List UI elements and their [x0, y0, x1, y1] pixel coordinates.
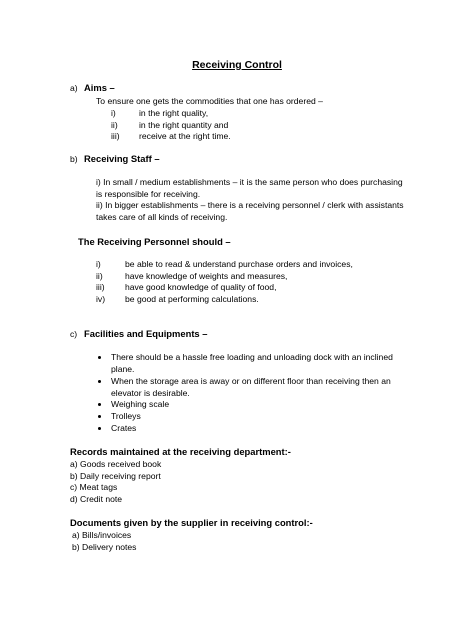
aims-item-text: in the right quantity and [139, 120, 229, 130]
aims-item-number: iii) [111, 131, 120, 141]
bullet-dot [98, 356, 101, 359]
receiving-staff-paragraph-1-line-2: is responsible for receiving. [96, 189, 201, 199]
documents-heading: Documents given by the supplier in receiving control:- [70, 517, 313, 528]
personnel-item-text: be good at performing calculations. [125, 294, 259, 304]
facility-bullet-line-2: elevator is desirable. [111, 388, 190, 398]
records-item: d) Credit note [70, 494, 123, 504]
section-a-intro: To ensure one gets the commodities that one has ordered – [96, 96, 323, 106]
personnel-item-number: i) [96, 259, 101, 269]
facility-bullet-line-1: Crates [111, 423, 137, 433]
section-b-marker: b) [70, 154, 78, 164]
receiving-staff-paragraph-2-line-2: takes care of all kinds of receiving. [96, 212, 228, 222]
page-title: Receiving Control [192, 59, 282, 71]
personnel-item-number: iii) [96, 282, 105, 292]
aims-item-number: i) [111, 108, 116, 118]
facility-bullet-line-1: When the storage area is away or on different floor than receiving then an [111, 376, 391, 386]
aims-item-number: ii) [111, 120, 118, 130]
documents-item: b) Delivery notes [72, 542, 137, 552]
bullet-dot [98, 380, 101, 383]
personnel-item-number: ii) [96, 271, 103, 281]
bullet-dot [98, 415, 101, 418]
records-heading: Records maintained at the receiving department:- [70, 446, 291, 457]
facility-bullet-line-1: There should be a hassle free loading and unloading dock with an inclined [111, 352, 393, 362]
documents-item: a) Bills/invoices [72, 530, 132, 540]
facility-bullet-line-1: Weighing scale [111, 399, 170, 409]
section-a-heading: Aims – [84, 82, 115, 93]
section-c-marker: c) [70, 329, 78, 339]
bullet-dot [98, 403, 101, 406]
personnel-item-number: iv) [96, 294, 106, 304]
section-c-heading: Facilities and Equipments – [84, 328, 208, 339]
records-item: b) Daily receiving report [70, 471, 161, 481]
aims-item-text: receive at the right time. [139, 131, 231, 141]
section-b-heading: Receiving Staff – [84, 153, 160, 164]
receiving-staff-paragraph-2-line-1: ii) In bigger establishments – there is a receiving personnel / clerk with assistants [96, 200, 404, 210]
records-item: c) Meat tags [70, 482, 118, 492]
personnel-item-text: have good knowledge of quality of food, [125, 282, 277, 292]
personnel-item-text: have knowledge of weights and measures, [125, 271, 288, 281]
aims-item-text: in the right quality, [139, 108, 209, 118]
facility-bullet-line-2: plane. [111, 364, 135, 374]
facility-bullet-line-1: Trolleys [111, 411, 141, 421]
personnel-heading: The Receiving Personnel should – [78, 236, 231, 247]
personnel-item-text: be able to read & understand purchase orders and invoices, [125, 259, 353, 269]
receiving-staff-paragraph-1-line-1: i) In small / medium establishments – it is the same person who does purchasing [96, 177, 403, 187]
records-item: a) Goods received book [70, 459, 162, 469]
section-a-marker: a) [70, 83, 78, 93]
bullet-dot [98, 427, 101, 430]
